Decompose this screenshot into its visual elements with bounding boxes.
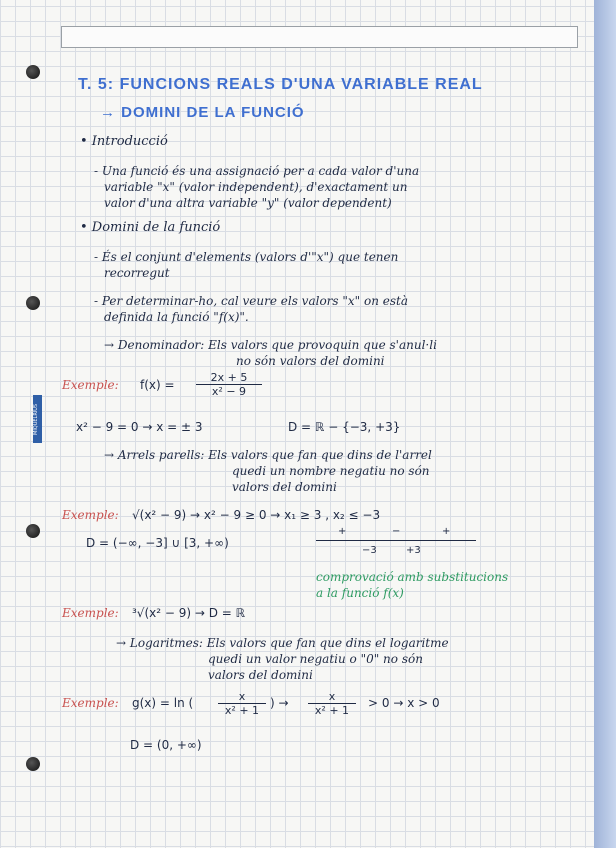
example-2-domain: D = (−∞, −3] ∪ [3, +∞) [86,536,229,550]
punch-hole [26,296,40,310]
domain-line-1: - És el conjunt d'elements (valors d'"x") que tenen [94,250,399,264]
example-4-fraction [218,690,266,717]
example-4-domain: D = (0, +∞) [130,738,202,752]
fraction-denominator: x² + 1 [314,704,350,717]
example-1-domain: D = ℝ − {−3, +3} [288,420,401,434]
log-line-3: valors del domini [208,668,313,682]
denominator-line-1: → Denominador: Els valors que provoquin que s'anul·li [104,338,437,352]
punch-hole [26,524,40,538]
example-1-equation: x² − 9 = 0 → x = ± 3 [76,420,203,434]
log-line-2: quedi un valor negatiu o "0" no són [208,652,423,666]
sign-plus-left: + [338,526,347,537]
roots-line-2: quedi un nombre negatiu no són [232,464,430,478]
roots-line-1: → Arrels parells: Els valors que fan que dins de l'arrel [104,448,432,462]
example-1-fraction [196,371,262,398]
example-4-lhs: g(x) = ln ( [132,696,194,710]
domain-heading: • Domini de la funció [80,220,221,235]
punch-hole [26,65,40,79]
fraction-numerator: 2x + 5 [196,371,262,385]
header-box [61,26,578,48]
example-1-lhs: f(x) = [140,378,175,392]
example-4-rhs: > 0 → x > 0 [368,696,440,710]
example-4-arrow: ) → [270,696,289,710]
fraction-denominator: x² − 9 [211,385,247,398]
denominator-line-2: no són valors del domini [236,354,385,368]
example-4-fraction-2 [308,690,356,717]
page-title: T. 5: FUNCIONS REALS D'UNA VARIABLE REAL [78,76,483,93]
example-3-expression: ³√(x² − 9) → D = ℝ [132,606,246,620]
punch-hole [26,757,40,771]
example-2-label: Exemple: [62,508,119,522]
page-subtitle: → DOMINI DE LA FUNCIÓ [100,104,305,121]
log-line-1: → Logaritmes: Els valors que fan que dins el logaritme [116,636,449,650]
example-1-label: Exemple: [62,378,119,392]
fraction-denominator: x² + 1 [224,704,260,717]
intro-line-2: variable "x" (valor independent), d'exactament un [104,180,408,194]
example-4-label: Exemple: [62,696,119,710]
roots-line-3: valors del domini [232,480,337,494]
check-note-line-1: comprovació amb substitucions [316,570,509,584]
fraction-numerator: x [308,690,356,704]
sign-tick-minus-3: −3 [362,545,377,556]
intro-heading: • Introducció [80,134,168,149]
domain-line-2: recorregut [104,266,170,280]
intro-line-1: - Una funció és una assignació per a cada valor d'una [94,164,420,178]
check-note-line-2: a la funció f(x) [316,586,404,600]
example-3-label: Exemple: [62,606,119,620]
sign-minus: − [392,526,401,537]
intro-line-3: valor d'una altra variable "y" (valor dependent) [104,196,392,210]
sign-plus-right: + [442,526,451,537]
sign-chart-line [316,540,476,541]
determine-line-2: definida la funció "f(x)". [104,310,249,324]
example-2-expression: √(x² − 9) → x² − 9 ≥ 0 → x₁ ≥ 3 , x₂ ≤ −3 [132,508,381,522]
brand-tab: MIQUELRIUS [33,395,42,443]
sign-tick-plus-3: +3 [406,545,421,556]
page-edge [594,0,616,848]
determine-line-1: - Per determinar-ho, cal veure els valors "x" on està [94,294,409,308]
fraction-numerator: x [218,690,266,704]
